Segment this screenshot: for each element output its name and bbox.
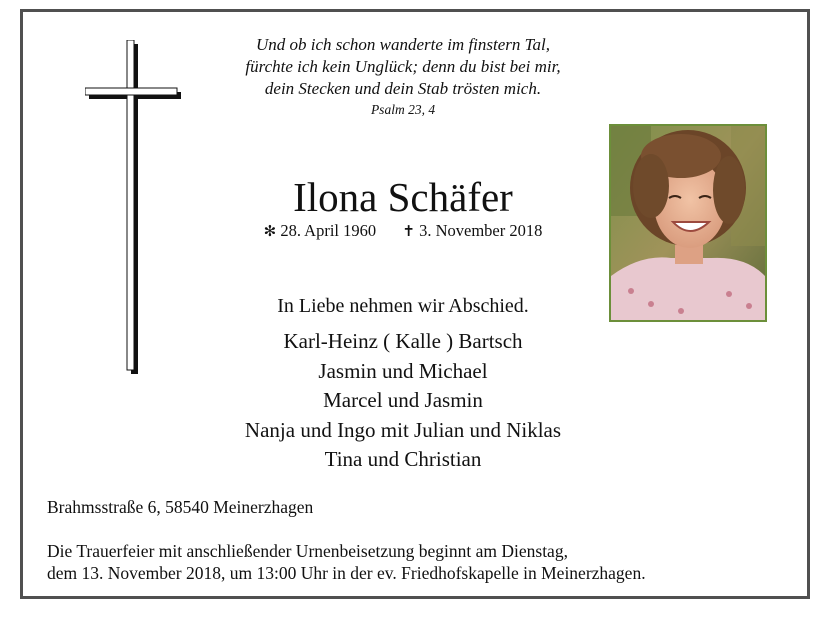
mourner-line: Jasmin und Michael (318, 358, 488, 383)
obituary-card (20, 9, 810, 599)
mourner-line: Marcel und Jasmin (323, 388, 483, 412)
mourner-line: Nanja und Ingo mit Julian und Niklas (244, 417, 562, 442)
asterisk-icon: ✻ (263, 222, 277, 240)
verse-line: fürchte ich kein Unglück; denn du bist bei mir, (245, 57, 561, 76)
funeral-notice (47, 540, 646, 584)
mourner-line: Karl-Heinz ( Kalle ) Bartsch (283, 329, 523, 353)
portrait-photo (609, 124, 767, 322)
address: Brahmsstraße 6, 58540 Meinerzhagen (47, 497, 314, 517)
verse-line: dein Stecken und dein Stab trösten mich. (264, 79, 542, 98)
birth-date: 28. April 1960 (280, 221, 377, 240)
mourners-list (183, 327, 623, 475)
mourner-line: Tina und Christian (324, 447, 482, 471)
cross-icon (85, 40, 181, 374)
small-cross-icon: ✝ (402, 222, 415, 240)
verse-line: Und ob ich schon wanderte im finstern Tal, (255, 35, 551, 54)
life-dates (183, 221, 623, 241)
deceased-name: Ilona Schäfer (293, 174, 513, 220)
psalm-verse (183, 34, 623, 120)
farewell-text: In Liebe nehmen wir Abschied. (277, 295, 529, 317)
notice-line: Die Trauerfeier mit anschließender Urnenbeisetzung beginnt am Dienstag, (47, 541, 568, 561)
notice-line: dem 13. November 2018, um 13:00 Uhr in der ev. Friedhofskapelle in Meinerzhagen. (47, 563, 646, 583)
death-date: 3. November 2018 (419, 221, 543, 240)
verse-reference: Psalm 23, 4 (370, 102, 436, 117)
